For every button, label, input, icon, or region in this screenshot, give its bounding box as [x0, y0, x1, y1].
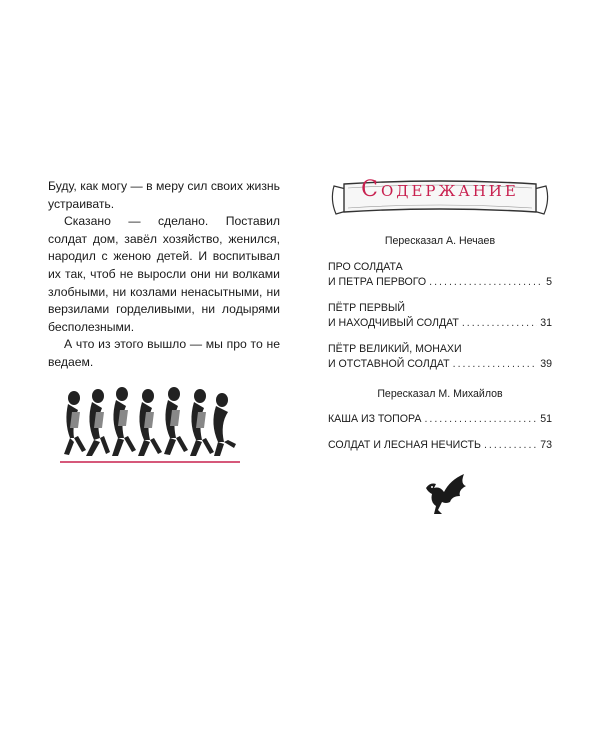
- toc-leader-dots: [462, 316, 537, 332]
- reteller-nechaev: Пересказал А. Нечаев: [384, 235, 496, 247]
- toc-entry-line: ПЁТР ВЕЛИКИЙ, МОНАХИ: [328, 342, 462, 355]
- toc-page-number: 51: [540, 413, 552, 425]
- toc-page-number: 5: [546, 276, 552, 288]
- toc-leader-dots: [424, 412, 537, 428]
- toc-entry[interactable]: [328, 301, 552, 332]
- toc-entry-line: ПРО СОЛДАТА: [328, 260, 403, 273]
- paragraph-1: Буду, как могу — в меру сил своих жизнь устраивать.: [48, 179, 280, 211]
- toc-entry[interactable]: [328, 438, 552, 454]
- toc-entry[interactable]: [328, 260, 552, 291]
- toc-page-number: 31: [540, 317, 552, 329]
- toc-leader-dots: [429, 275, 543, 291]
- contents-banner: [328, 178, 552, 230]
- left-page-text: [48, 178, 280, 372]
- reteller-mikhailov: Пересказал М. Михайлов: [377, 387, 503, 400]
- toc-entry-title: И НАХОДЧИВЫЙ СОЛДАТ: [328, 317, 459, 329]
- toc-leader-dots: [453, 357, 538, 373]
- contents-title: Содержание: [361, 177, 519, 202]
- crow-illustration: [420, 470, 472, 516]
- toc-entry[interactable]: [328, 412, 552, 428]
- toc-page-number: 39: [540, 358, 552, 370]
- marching-soldiers-illustration: [60, 382, 240, 468]
- paragraph-2: Сказано — сделано. Поставил солдат дом, завёл хозяйство, женился, народил с женою детей. И воспитывал их так, чтоб не выросли они ни волками злобными, ни козлами ненасытными, ни верзилами горделивыми, ни лодырями бесполезными.: [48, 214, 280, 334]
- toc-page-number: 73: [540, 438, 552, 451]
- toc-entry-title: КАША ИЗ ТОПОРА: [328, 413, 422, 425]
- toc-leader-dots: [484, 438, 537, 454]
- toc-entry[interactable]: [328, 342, 552, 373]
- toc-entry-title: И ПЕТРА ПЕРВОГО: [328, 276, 427, 288]
- toc-entry-line: ПЁТР ПЕРВЫЙ: [328, 301, 405, 314]
- toc-entry-title: СОЛДАТ И ЛЕСНАЯ НЕЧИСТЬ: [328, 438, 481, 451]
- paragraph-3: А что из этого вышло — мы про то не ведаем.: [48, 337, 280, 369]
- table-of-contents: [328, 178, 552, 463]
- toc-entry-title: И ОТСТАВНОЙ СОЛДАТ: [328, 358, 450, 370]
